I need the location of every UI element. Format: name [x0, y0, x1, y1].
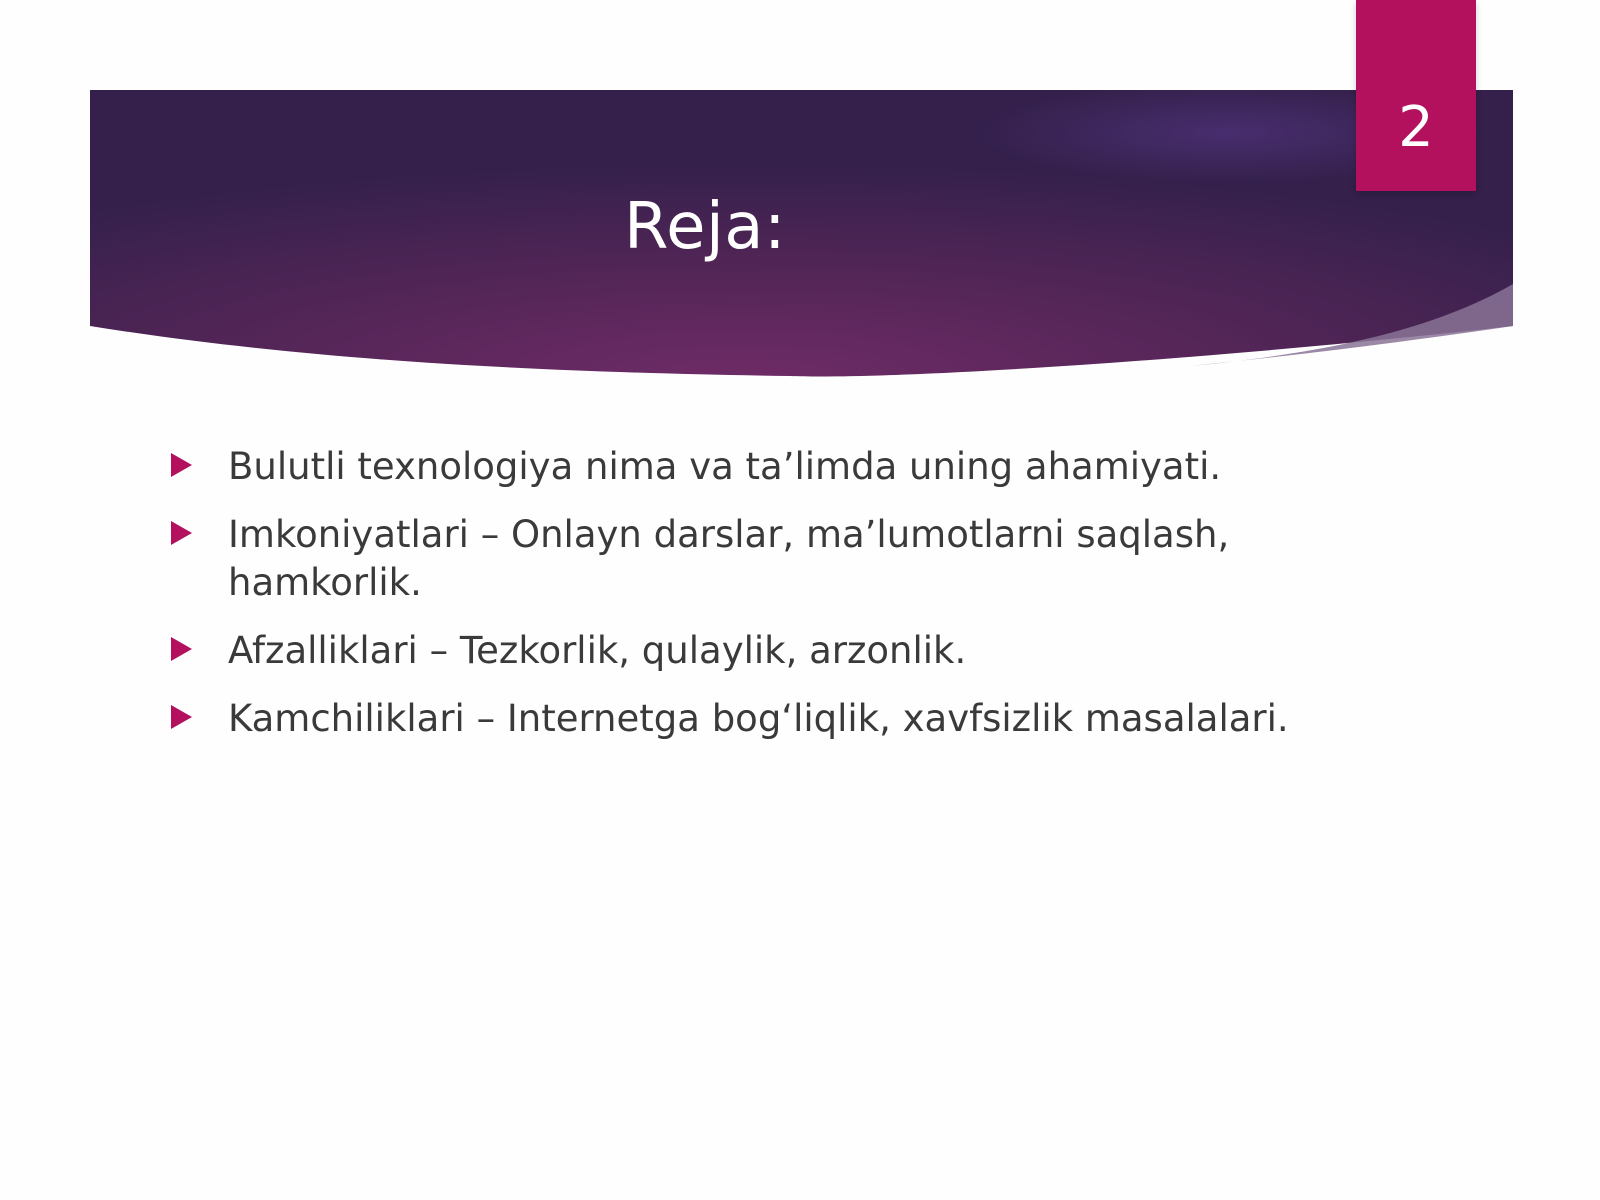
triangle-bullet-icon: [171, 637, 192, 661]
list-item: [165, 443, 1295, 491]
slide-number-badge: [1356, 0, 1476, 191]
list-item: [165, 627, 1295, 675]
bullet-text: Kamchiliklari – Internetga bog‘liqlik, xavfsizlik masalalari.: [228, 697, 1289, 740]
list-item: [165, 695, 1295, 743]
list-item: [165, 511, 1295, 607]
bullet-text: Imkoniyatlari – Onlayn darslar, ma’lumotlarni saqlash, hamkorlik.: [228, 513, 1230, 604]
bullet-list: [165, 443, 1295, 763]
triangle-bullet-icon: [171, 521, 192, 545]
triangle-bullet-icon: [171, 453, 192, 477]
bullet-text: Afzalliklari – Tezkorlik, qulaylik, arzonlik.: [228, 629, 967, 672]
triangle-bullet-icon: [171, 705, 192, 729]
bullet-text: Bulutli texnologiya nima va ta’limda uning ahamiyati.: [228, 445, 1222, 488]
slide-title: Reja:: [623, 190, 787, 264]
slide-number: 2: [1398, 95, 1434, 160]
